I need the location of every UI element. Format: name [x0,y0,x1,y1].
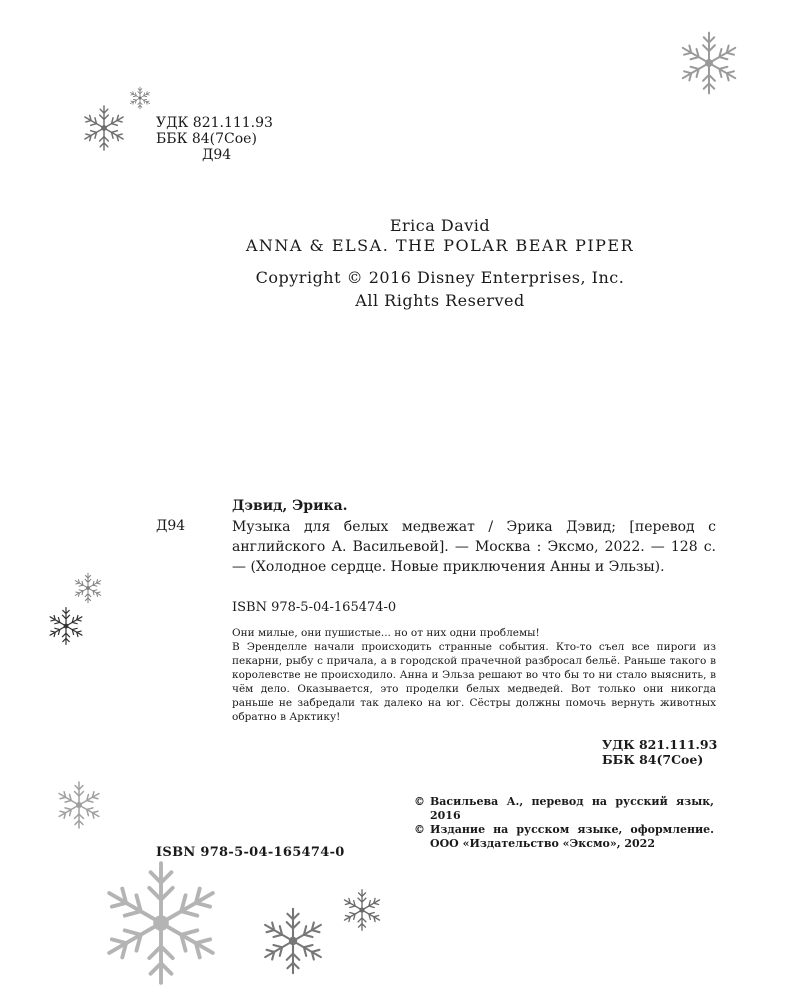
card-author-mark: Д94 [156,518,186,534]
snowflake-icon [72,572,104,604]
annotation-body: В Эренделле начали происходить странные события. Кто-то съел все пироги из пекарни, рыбу с причала, а в городской прачечной разбросал бельё. Раньше такого в королевстве не происходило. Анна и Эльза решают во что бы то ни стало выяснить, в чём дело. Оказывается, это проделки белых медведей. Вот только они никогда раньше не забредали так далеко на юг. Сёстры должны помочь вернуть животных обратно в Арктику! [232,641,716,723]
original-title: ANNA & ELSA. THE POLAR BEAR PIPER [245,236,635,255]
isbn: ISBN 978-5-04-165474-0 [156,845,345,860]
annotation-lead: Они милые, они пушистые... но от них одни проблемы! [232,627,540,639]
copyright-list [414,795,714,851]
copyright-sign: © [414,795,425,808]
copyright-item [414,795,714,823]
snowflake-icon [676,30,742,96]
snowflake-icon [96,858,226,988]
rights-reserved: All Rights Reserved [355,291,525,310]
snowflake-icon [340,888,384,932]
card-description: Музыка для белых медвежат / Эрика Дэвид; [перевод с английского А. Васильевой]. — Москва : Эксмо, 2022. — 128 с. — (Холодное сердце. Новые приключения Анны и Эльзы). [232,519,716,575]
annotation [232,626,716,724]
udk-code: УДК 821.111.93 [602,737,718,752]
original-author: Erica David [389,216,491,235]
snowflake-icon [258,906,328,976]
author-mark: Д94 [202,147,232,163]
bbk-code: ББК 84(7Сое) [156,131,257,147]
card-author: Дэвид, Эрика. [232,498,348,514]
copyright-item [414,823,714,851]
copyright-sign: © [414,823,425,836]
snowflake-icon [46,606,86,646]
snowflake-icon [80,104,128,152]
original-copyright: Copyright © 2016 Disney Enterprises, Inc. [255,268,625,287]
classification-block-top [156,115,273,163]
copyright-text: Издание на русском языке, оформление. ООО «Издательство «Эксмо», 2022 [430,823,714,850]
udk-code: УДК 821.111.93 [156,115,273,131]
snowflake-icon [128,86,152,110]
classification-block-bottom [602,737,717,767]
bbk-code: ББК 84(7Сое) [602,752,704,767]
copyright-text: Васильева А., перевод на русский язык, 2016 [430,795,714,822]
snowflake-icon [54,780,104,830]
card-isbn: ISBN 978-5-04-165474-0 [232,600,397,615]
